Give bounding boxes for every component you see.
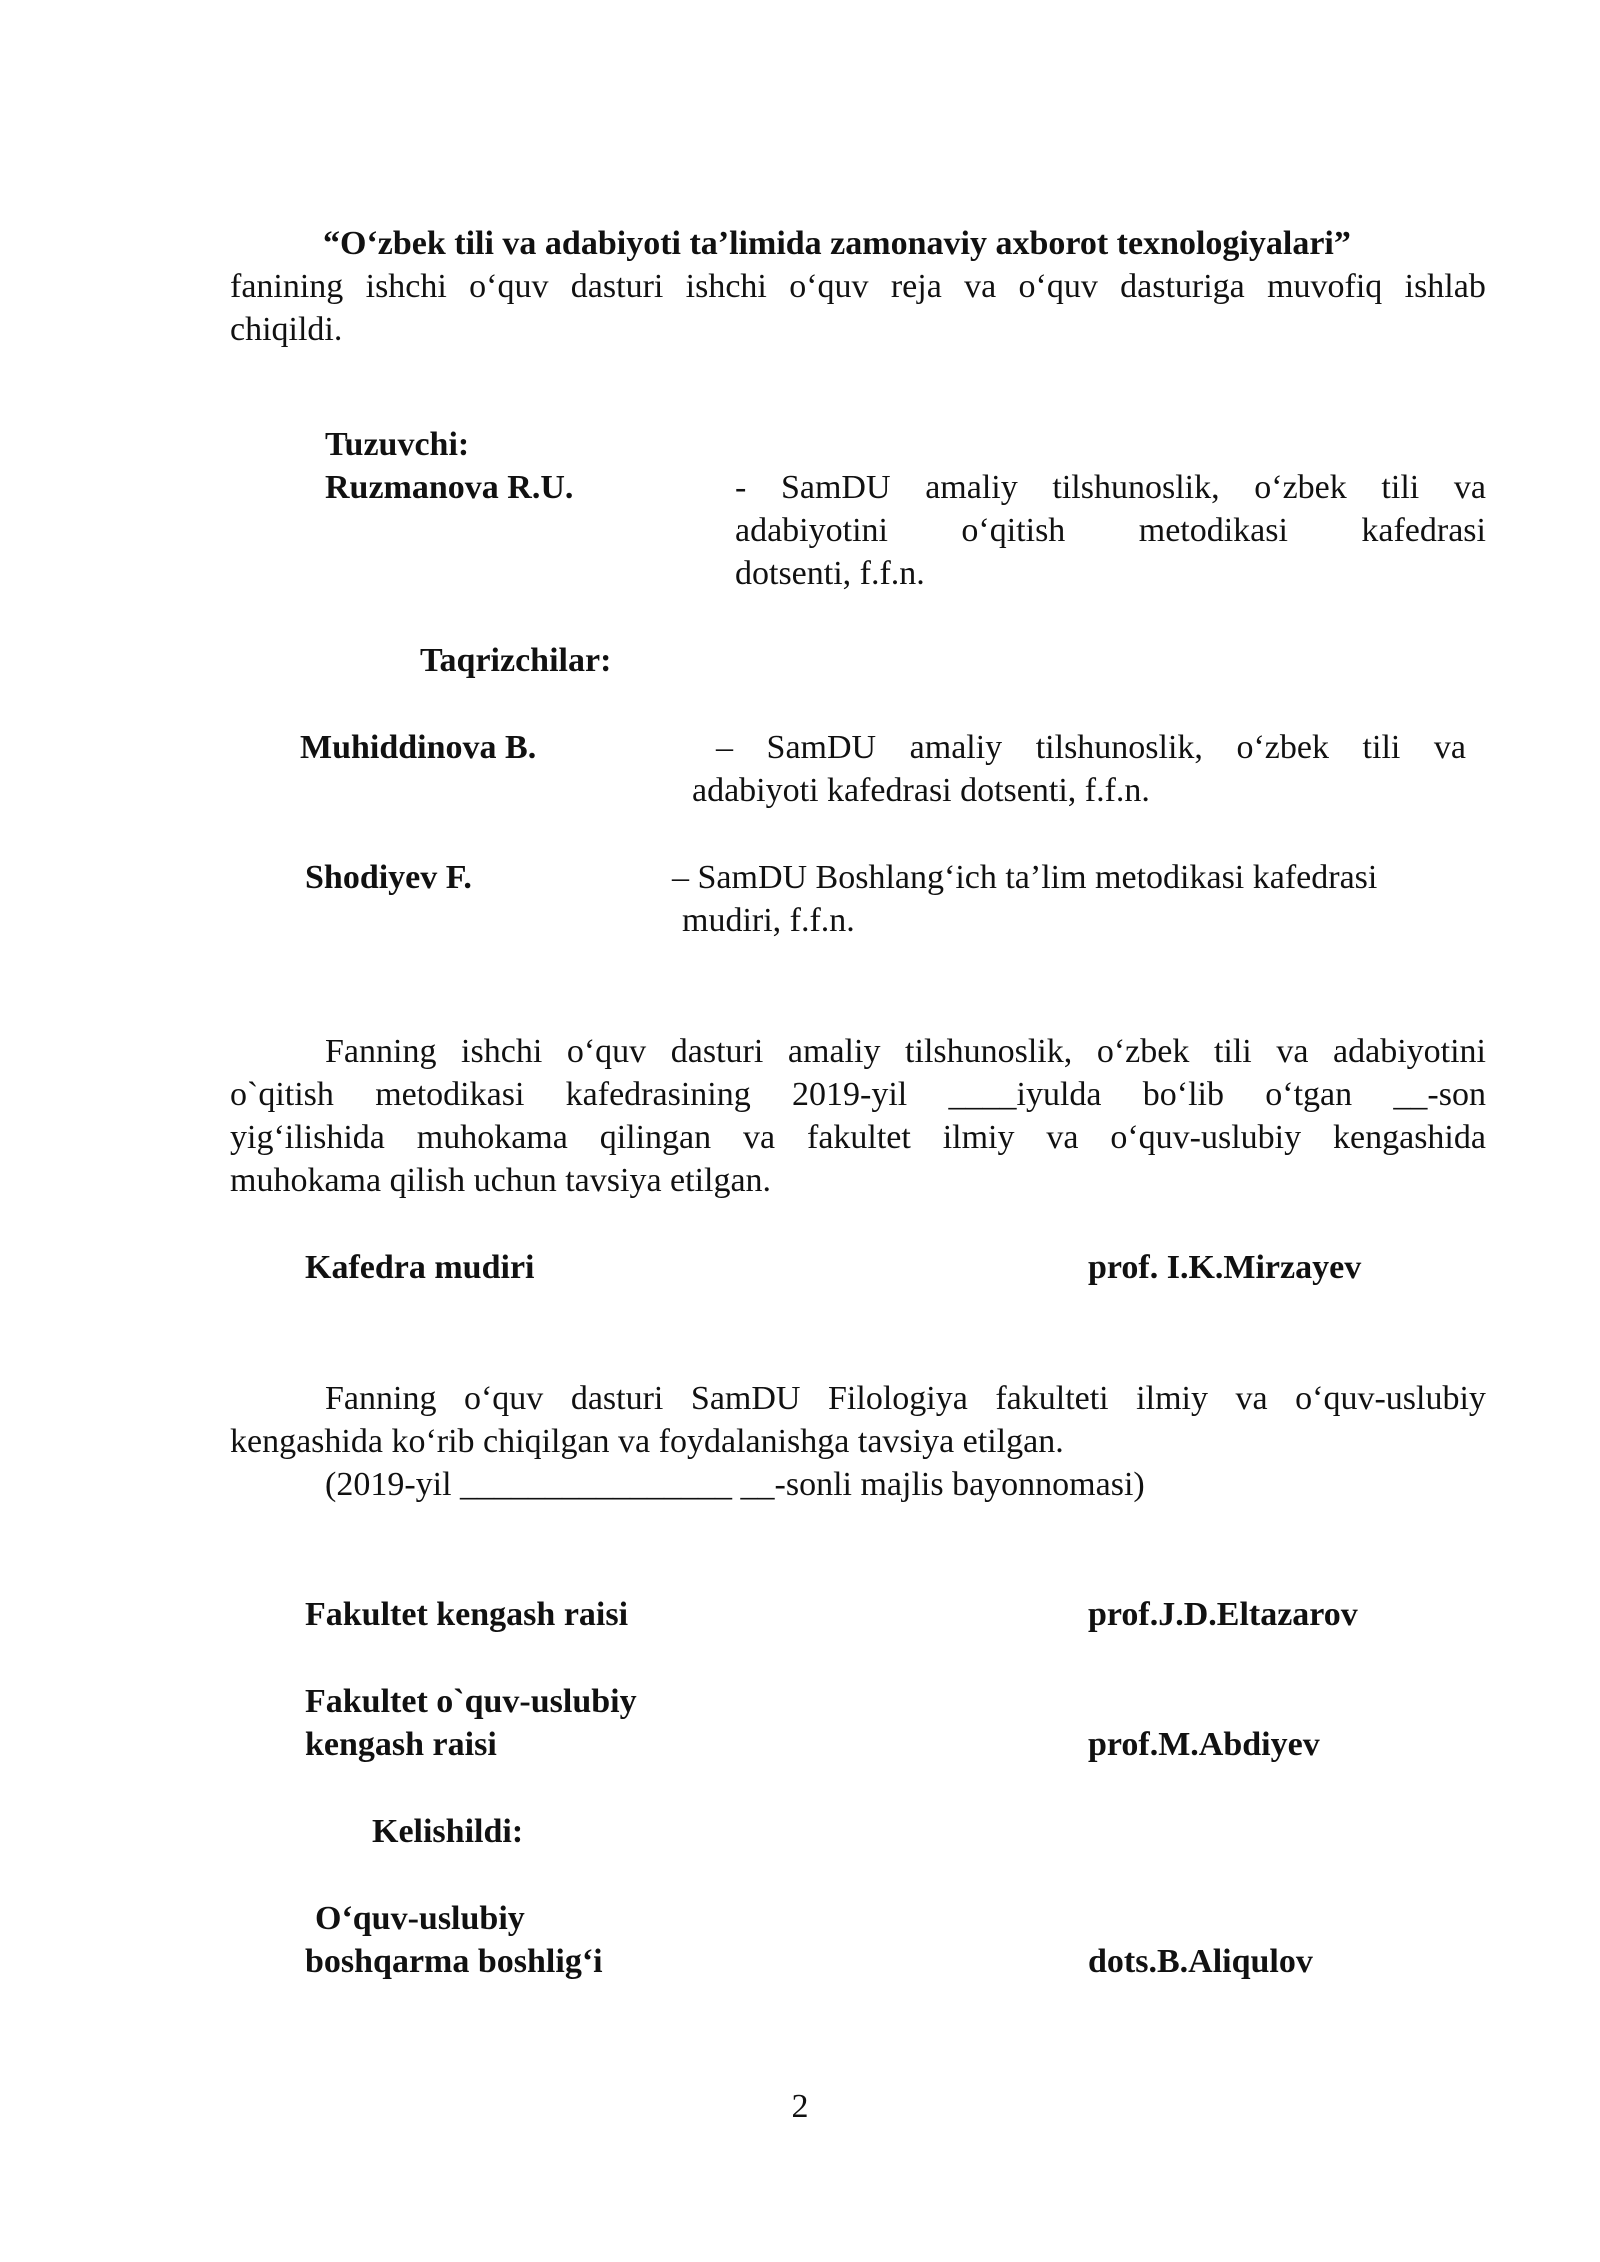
signature-2-name: prof.M.Abdiyev	[1088, 1726, 1320, 1763]
reviewer-2-name: Shodiyev F.	[305, 859, 472, 896]
approval-line-2: kengashida ko‘rib chiqilgan va foydalanishga tavsiya etilgan.	[230, 1423, 1064, 1460]
compiler-name: Ruzmanova R.U.	[325, 469, 574, 506]
signature-2-label-line-2: kengash raisi	[305, 1726, 497, 1763]
word: dasturi	[570, 268, 664, 305]
discussion-line-3-text	[230, 1116, 1486, 1159]
word: o‘quv-uslubiy	[1295, 1380, 1486, 1417]
word: o‘qitish	[961, 512, 1066, 549]
word: amaliy	[909, 729, 1003, 766]
word: va	[1276, 1033, 1309, 1070]
compiler-desc-line-1	[735, 466, 1486, 509]
word: o‘quv	[463, 1380, 544, 1417]
word: -	[735, 469, 747, 506]
signature-1-label: Fakultet kengash raisi	[305, 1596, 629, 1633]
head-of-department-name: prof. I.K.Mirzayev	[1088, 1249, 1362, 1286]
word: SamDU	[766, 729, 877, 766]
word: va	[964, 268, 997, 305]
page-number: 2	[791, 2088, 809, 2125]
word: adabiyotini	[1333, 1033, 1486, 1070]
word: Fanning	[325, 1033, 437, 1070]
word: tili	[1362, 729, 1401, 766]
word: va	[1046, 1119, 1079, 1156]
word: fanining	[230, 268, 344, 305]
word: o‘zbek	[1096, 1033, 1190, 1070]
word: kafedrasining	[565, 1076, 751, 1113]
word: ishlab	[1404, 268, 1486, 305]
word: dasturi	[570, 1380, 664, 1417]
word: tilshunoslik,	[1052, 469, 1220, 506]
word: ilmiy	[1136, 1380, 1208, 1417]
word: o‘quv	[566, 1033, 647, 1070]
intro-line-3: chiqildi.	[230, 311, 343, 348]
word: Fanning	[325, 1380, 437, 1417]
approval-line-1	[325, 1377, 1486, 1420]
compiler-desc-line-2	[735, 509, 1486, 552]
discussion-line-1-text	[325, 1030, 1486, 1073]
word: va	[743, 1119, 776, 1156]
reviewer-2-desc-line-2: mudiri, f.f.n.	[682, 902, 855, 939]
word: –	[716, 729, 733, 766]
word: o‘quv	[789, 268, 869, 305]
word: ishchi	[461, 1033, 543, 1070]
word: o‘quv	[469, 268, 549, 305]
reviewer-1-desc-line-2: adabiyoti kafedrasi dotsenti, f.f.n.	[692, 772, 1150, 809]
word: tilshunoslik,	[905, 1033, 1073, 1070]
signature-2-label-line-1: Fakultet o`quv-uslubiy	[305, 1683, 637, 1720]
word: SamDU	[780, 469, 891, 506]
reviewers-heading: Taqrizchilar:	[420, 642, 612, 679]
word: ____iyulda	[948, 1076, 1102, 1113]
word: ishchi	[685, 268, 767, 305]
intro-line-2	[230, 265, 1486, 308]
compiler-desc-line-2-text	[735, 509, 1486, 552]
reviewer-1-desc-line-1-text	[716, 726, 1466, 769]
word: tili	[1213, 1033, 1252, 1070]
compiler-desc-line-3: dotsenti, f.f.n.	[735, 555, 925, 592]
word: kafedrasi	[1361, 512, 1486, 549]
word: o`qitish	[230, 1076, 334, 1113]
discussion-line-2-text	[230, 1073, 1486, 1116]
word: tilshunoslik,	[1035, 729, 1203, 766]
word: yig‘ilishida	[230, 1119, 385, 1156]
agreed-name: dots.B.Aliqulov	[1088, 1943, 1313, 1980]
discussion-line-1	[325, 1030, 1486, 1073]
word: kengashida	[1333, 1119, 1486, 1156]
word: bo‘lib	[1142, 1076, 1224, 1113]
word: __-son	[1393, 1076, 1486, 1113]
reviewer-2-desc-line-1: – SamDU Boshlang‘ich ta’lim metodikasi kafedrasi	[672, 859, 1378, 896]
word: Filologiya	[828, 1380, 968, 1417]
head-of-department-label: Kafedra mudiri	[305, 1249, 535, 1286]
agreed-label-line-1: O‘quv-uslubiy	[315, 1900, 525, 1937]
word: o‘tgan	[1265, 1076, 1353, 1113]
reviewer-1-name: Muhiddinova B.	[300, 729, 537, 766]
word: amaliy	[925, 469, 1018, 506]
word: o‘quv-uslubiy	[1110, 1119, 1302, 1156]
discussion-line-2	[230, 1073, 1486, 1116]
word: va	[1433, 729, 1466, 766]
compiler-heading: Tuzuvchi:	[325, 426, 470, 463]
word: muhokama	[416, 1119, 568, 1156]
word: amaliy	[787, 1033, 881, 1070]
approval-line-3: (2019-yil ________________ __-sonli majlis bayonnomasi)	[325, 1466, 1145, 1503]
approval-line-1-text	[325, 1377, 1486, 1420]
signature-1-name: prof.J.D.Eltazarov	[1088, 1596, 1358, 1633]
word: ishchi	[365, 268, 447, 305]
word: fakulteti	[995, 1380, 1109, 1417]
word: dasturi	[670, 1033, 764, 1070]
discussion-line-4: muhokama qilish uchun tavsiya etilgan.	[230, 1162, 772, 1199]
agreed-heading: Kelishildi:	[372, 1813, 524, 1850]
word: tili	[1381, 469, 1420, 506]
word: muvofiq	[1267, 268, 1383, 305]
reviewer-1-desc-line-1	[716, 726, 1466, 769]
word: ilmiy	[942, 1119, 1015, 1156]
word: reja	[890, 268, 942, 305]
compiler-desc-line-1-text	[735, 466, 1486, 509]
discussion-line-3	[230, 1116, 1486, 1159]
word: SamDU	[690, 1380, 801, 1417]
word: 2019-yil	[792, 1076, 908, 1113]
word: dasturiga	[1120, 268, 1245, 305]
agreed-label-line-2: boshqarma boshlig‘i	[305, 1943, 603, 1980]
word: va	[1453, 469, 1486, 506]
word: adabiyotini	[735, 512, 888, 549]
word: qilingan	[599, 1119, 712, 1156]
word: metodikasi	[375, 1076, 525, 1113]
course-title: “O‘zbek tili va adabiyoti ta’limida zamonaviy axborot texnologiyalari”	[323, 225, 1351, 262]
word: fakultet	[807, 1119, 911, 1156]
intro-line-2-text	[230, 265, 1486, 308]
word: o‘quv	[1018, 268, 1098, 305]
word: o‘zbek	[1254, 469, 1347, 506]
word: o‘zbek	[1236, 729, 1329, 766]
word: va	[1235, 1380, 1268, 1417]
word: metodikasi	[1138, 512, 1288, 549]
